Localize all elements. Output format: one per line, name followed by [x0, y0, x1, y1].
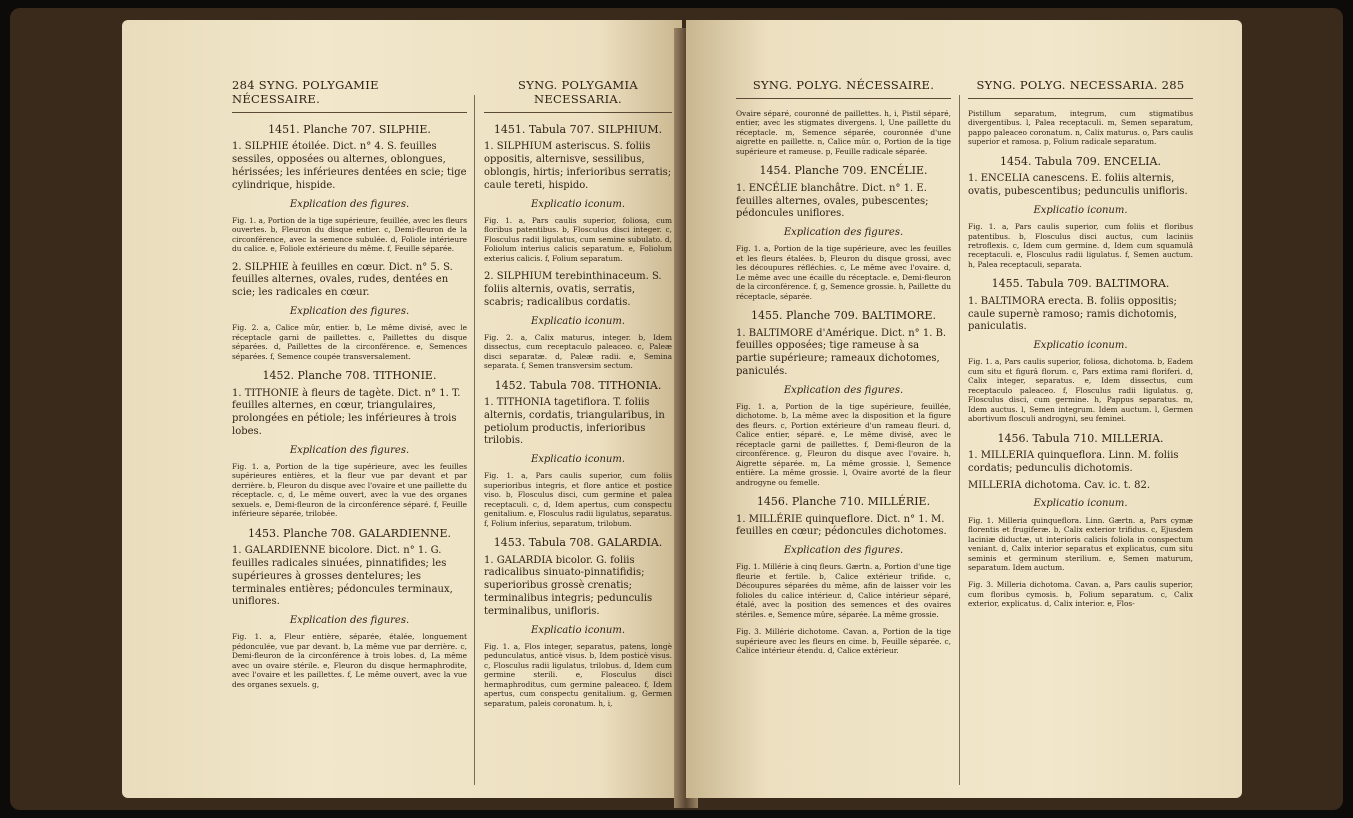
explication-heading: Explicatio iconum.: [530, 624, 626, 636]
plate-heading: 1455. Tabula 709. BALTIMORA.: [991, 277, 1170, 291]
plate-heading: 1455. Planche 709. BALTIMORE.: [751, 309, 936, 323]
explication-heading: Explication des figures.: [783, 227, 904, 239]
right-page: [686, 20, 1242, 798]
explication-heading: Explicatio iconum.: [530, 315, 626, 327]
explication-heading: Explicatio iconum.: [1033, 340, 1128, 352]
species-entry: 1. SILPHIUM asteriscus. S. foliis oppositis, alternisve, sessilibus, oblongis, hirtis; inferioribus serratis; caule tereti, hispido.: [484, 141, 672, 191]
species-entry: 1. MILLERIA quinqueflora. Linn. M. foliis cordatis; pedunculis dichotomis.: [968, 450, 1179, 474]
species-entry: 1. BALTIMORE d'Amérique. Dict. n° 1. B. feuilles opposées; tige rameuse à sa partie supérieure; rameaux dichotomes, paniculés.: [736, 327, 947, 377]
page-header-284: 284 SYNG. POLYGAMIE NÉCESSAIRE.: [232, 78, 379, 107]
figure-caption: Pistillum separatum, integrum, cum stigmatibus divergentibus. l, Palea receptaculi. m, Semen separatum, pappo paleaceo coronatum. n, Calix maturus. o, Pars caulis superior et ramosa. p, Folium radicale separatum.: [968, 109, 1193, 147]
explication-heading: Explicatio iconum.: [530, 454, 626, 466]
species-entry: 1. BALTIMORA erecta. B. foliis oppositis; caule supernè ramoso; ramis dichotomis, paniculatis.: [968, 295, 1177, 333]
column-text: [736, 109, 951, 656]
figure-caption: Fig. 1. a, Pars caulis superior, foliosa, cum floribus patentibus. b, Flosculus disci integer. c, Flosculus radii ligulatus, cum semine subulato. d, Foliolum interius calicis separatum. e, Foliolum exterius calicis. f, Folium separatum.: [484, 215, 672, 263]
plate-heading: 1451. Tabula 707. SILPHIUM.: [493, 123, 663, 137]
plate-heading: 1456. Planche 710. MILLÉRIE.: [756, 495, 931, 509]
species-entry: 2. SILPHIUM terebinthinaceum. S. foliis alternis, ovatis, serratis, scabris; radicalibus cordatis.: [484, 271, 662, 308]
figure-caption: Fig. 1. a, Portion de la tige supérieure, avec les feuilles supérieures entières, et la fleur vue par devant et par derrière. b, Fleuron du disque avec l'ovaire et une paillette du réceptacle. c, d, Le même ouvert, avec la vue des organes sexuels. e, Demi-fleuron de la circonférence séparé. f, Feuille inférieure séparée, trilobée.: [232, 461, 467, 519]
column-divider: [959, 95, 960, 785]
column-text: [484, 123, 672, 708]
plate-heading: 1456. Tabula 710. MILLERIA.: [997, 431, 1164, 445]
page-number: 285: [1161, 78, 1185, 92]
figure-caption: Fig. 1. a, Flos integer, separatus, patens, longè pedunculatus, anticè visus. b, Idem posticè visus. c, Flosculus radii ligulatus, trilobus. d, Idem cum germine sterili. e, Flosculus disci hermaphroditus, cum germine paleaceo. f, Idem apertus, cum conspectu genitalium. g, Germen separatum, paleis coronatum. h, i,: [484, 641, 672, 708]
column-divider: [474, 95, 475, 785]
explication-heading: Explication des figures.: [289, 615, 410, 627]
figure-caption: Fig. 2. a, Calice mûr, entier. b, Le même divisé, avec le réceptacle garni de paillettes. c, Paillettes du disque séparées. d, Paillettes de la circonférence. e, Semences séparées. f, Semence coupée transversalement.: [232, 323, 467, 361]
header-rule: [484, 112, 672, 113]
figure-caption: Ovaire séparé, couronné de paillettes. h, i, Pistil séparé, entier, avec les stigmates divergens. l, Une paillette du réceptacle. m, Semence séparée, couronnée d'une aigrette en paillette. n, Calice mûr. o, Portion de la tige supérieure et rameuse. p, Feuille radicale séparée.: [736, 109, 951, 156]
figure-caption: Fig. 3. Millérie dichotome. Cavan. a, Portion de la tige supérieure avec les fleurs en cime. b, Feuille séparée. c, Calice intérieur étendu. d, Calice extérieur.: [736, 627, 951, 656]
left-page-french-column: [232, 78, 467, 697]
figure-caption: Fig. 1. a, Portion de la tige supérieure, feuillée, dichotome. b, La même avec la disposition et la figure des fleurs. c, Portion extérieure d'un rameau fleuri. d, Calice entier, séparé. e, Le même divisé, avec le réceptacle garni de paillettes. f, Demi-fleuron de la circonférence. g, Fleuron du disque avec l'ovaire. h, Aigrette séparée. m, La même grossie. l, Semence entière. La même grossie. l, Ovaire avorté de la fleur androgyne ou femelle.: [736, 401, 951, 487]
plate-heading: 1453. Planche 708. GALARDIENNE.: [247, 526, 452, 540]
figure-caption: Fig. 1. Milleria quinqueflora. Linn. Gærtn. a, Pars cymæ florentis et frugiferæ. b, Calix exterior trifidus. c, Ejusdem laciniæ diductæ, ut interioris calicis foliola in conspectum veniant. d, Calix interior separatus et explicatus, cum situ seminis et germinum sterilium. e, Semen maturum, separatum. Idem auctum.: [968, 515, 1193, 573]
species-entry: 1. TITHONIA tagetiflora. T. foliis alternis, cordatis, triangularibus, in petiolum productis, inferioribus trilobis.: [484, 397, 665, 447]
plate-heading: 1454. Tabula 709. ENCELIA.: [1000, 154, 1161, 168]
species-entry: 1. GALARDIA bicolor. G. foliis radicalibus sinuato-pinnatifidis; superioribus grossè crenatis; terminalibus integris; pedunculis terminalibus, unifloris.: [484, 554, 653, 617]
figure-caption: Fig. 2. a, Calix maturus, integer. b, Idem dissectus, cum receptaculo paleaceo. c, Paleæ disci separatæ. d, Paleæ radii. e, Semina separata. f, Semen transversim sectum.: [484, 332, 672, 371]
column-text: [232, 123, 467, 689]
column-text: [968, 109, 1193, 609]
explication-heading: Explicatio iconum.: [530, 198, 626, 210]
page-header-285: [968, 78, 1193, 92]
figure-caption: Fig. 1. Millérie à cinq fleurs. Gærtn. a, Portion d'une tige fleurie et fertile. b, Calice extérieur trifide. c, Découpures séparées du même, afin de laisser voir les folioles du calice intérieur. d, Calice intérieur séparé, étalé, avec la position des semences et des ovaires stériles. e, Semence mûre, séparée. La même grossie.: [736, 562, 951, 619]
species-entry: MILLERIA dichotoma. Cav. ic. t. 82.: [968, 479, 1151, 491]
figure-caption: Fig. 1. a, Fleur entière, séparée, étalée, longuement pédonculée, vue par devant. b, La même vue par derrière. c, Demi-fleuron de la circonférence à trois lobes. d, La même avec un ovaire stérile. e, Fleuron du disque hermaphrodite, avec l'ovaire et les paillettes. f, Le même ouvert, avec la vue des organes sexuels. g,: [232, 632, 467, 689]
figure-caption: Fig. 1. a, Portion de la tige supérieure, avec les feuilles et les fleurs étalées. b, Fleuron du disque grossi, avec les découpures réfléchies. c, Le même avec l'ovaire. d, Le même avec une écaille du réceptacle. e, Demi-fleuron de la circonférence. f, g, Semence grossie. h, Paillette du réceptacle, séparée.: [736, 244, 951, 301]
plate-heading: 1451. Planche 707. SILPHIE.: [268, 123, 431, 137]
page-header-latin: SYNG. POLYGAMIA NECESSARIA.: [518, 78, 638, 107]
species-entry: 1. ENCÉLIE blanchâtre. Dict. n° 1. E. feuilles alternes, ovales, pubescentes; pédoncules uniflores.: [736, 182, 929, 220]
explication-heading: Explication des figures.: [783, 545, 904, 557]
right-page-french-column: [736, 78, 951, 664]
species-entry: 1. GALARDIENNE bicolore. Dict. n° 1. G. feuilles radicales sinuées, pinnatifides; les supérieures à grosses dentelures; les terminales entières; pédoncules terminaux, uniflores.: [232, 545, 453, 608]
species-entry: 2. SILPHIE à feuilles en cœur. Dict. n° 5. S. feuilles alternes, ovales, rudes, dentées en scie; les radicales en cœur.: [232, 261, 453, 299]
header-rule: [736, 98, 951, 99]
page-header-french: SYNG. POLYG. NÉCESSAIRE.: [752, 78, 935, 92]
explication-heading: Explication des figures.: [783, 384, 904, 396]
explication-heading: Explication des figures.: [289, 198, 410, 210]
explication-heading: Explicatio iconum.: [1033, 204, 1128, 216]
species-entry: 1. SILPHIE étoilée. Dict. n° 4. S. feuilles sessiles, opposées ou alternes, oblongues, hérissées; les inférieures dentées en scie; tige cylindrique, hispide.: [232, 141, 467, 191]
plate-heading: 1454. Planche 709. ENCÉLIE.: [759, 164, 928, 178]
species-entry: 1. TITHONIE à fleurs de tagète. Dict. n° 1. T. feuilles alternes, en cœur, triangulaires, prolongées en pétiole; les inférieures à trois lobes.: [232, 387, 461, 437]
figure-caption: Fig. 1. a, Pars caulis superior, foliosa, dichotoma. b, Eadem cum situ et figurâ florum. c, Pars extima rami floriferi. d, Calix integer, separatus. e, Idem dissectus, cum receptaculo paleaceo. f, Flosculus radii ligulatus. g, Flosculus disci, cum germine. h, Pappus separatus. m, Idem auctus. l, Semen integrum. Idem auctum. l, Germen abortivum flosculi androgyni, seu feminei.: [968, 357, 1193, 424]
explication-heading: Explication des figures.: [289, 306, 410, 318]
header-rule: [232, 112, 467, 113]
left-page: [122, 20, 682, 798]
figure-caption: Fig. 1. a, Portion de la tige supérieure, feuillée, avec les fleurs ouvertes. b, Fleuron du disque entier. c, Demi-fleuron de la circonférence, avec la semence subulée. d, Foliole intérieure du calice. e, Foliole extérieure du même. f, Feuille séparée.: [232, 215, 467, 254]
plate-heading: 1452. Tabula 708. TITHONIA.: [494, 378, 662, 392]
running-head: SYNG. POLYG. NECESSARIA.: [976, 78, 1158, 92]
figure-caption: Fig. 1. a, Pars caulis superior, cum foliis superioribus integris, et flore antice et postice viso. b, Flosculus disci, cum germine et palea receptaculi. c, d, Idem apertus, cum conspectu genitalium. e, Flosculus radii ligulatus, separatus. f, Folium inferius, separatum, trilobum.: [484, 471, 672, 528]
plate-heading: 1452. Planche 708. TITHONIE.: [262, 369, 437, 383]
figure-caption: Fig. 3. Milleria dichotoma. Cavan. a, Pars caulis superior, cum floribus cymosis. b, Folium separatum. c, Calix exterior, explicatus. d, Calix interior. e, Flos-: [968, 580, 1193, 609]
plate-heading: 1453. Tabula 708. GALARDIA.: [493, 536, 663, 550]
explication-heading: Explication des figures.: [289, 444, 410, 456]
left-page-latin-column: [484, 78, 672, 716]
header-rule: [968, 98, 1193, 99]
species-entry: 1. MILLÉRIE quinqueflore. Dict. n° 1. M. feuilles en cœur; pédoncules dichotomes.: [736, 513, 947, 538]
species-entry: 1. ENCELIA canescens. E. foliis alternis, ovatis, pubescentibus; pedunculis unifloris.: [968, 173, 1188, 198]
right-page-latin-column: [968, 78, 1193, 617]
figure-caption: Fig. 1. a, Pars caulis superior, cum foliis et floribus patentibus. b, Flosculus disci auctus, cum laciniis retroflexis. c, Idem cum germine. d, Idem cum squamulâ receptaculi. e, Flosculus radii ligulatus. f, Semen auctum. h, Palea receptaculi, separata.: [968, 222, 1193, 269]
open-book: [10, 8, 1343, 810]
explication-heading: Explicatio iconum.: [1033, 498, 1128, 510]
